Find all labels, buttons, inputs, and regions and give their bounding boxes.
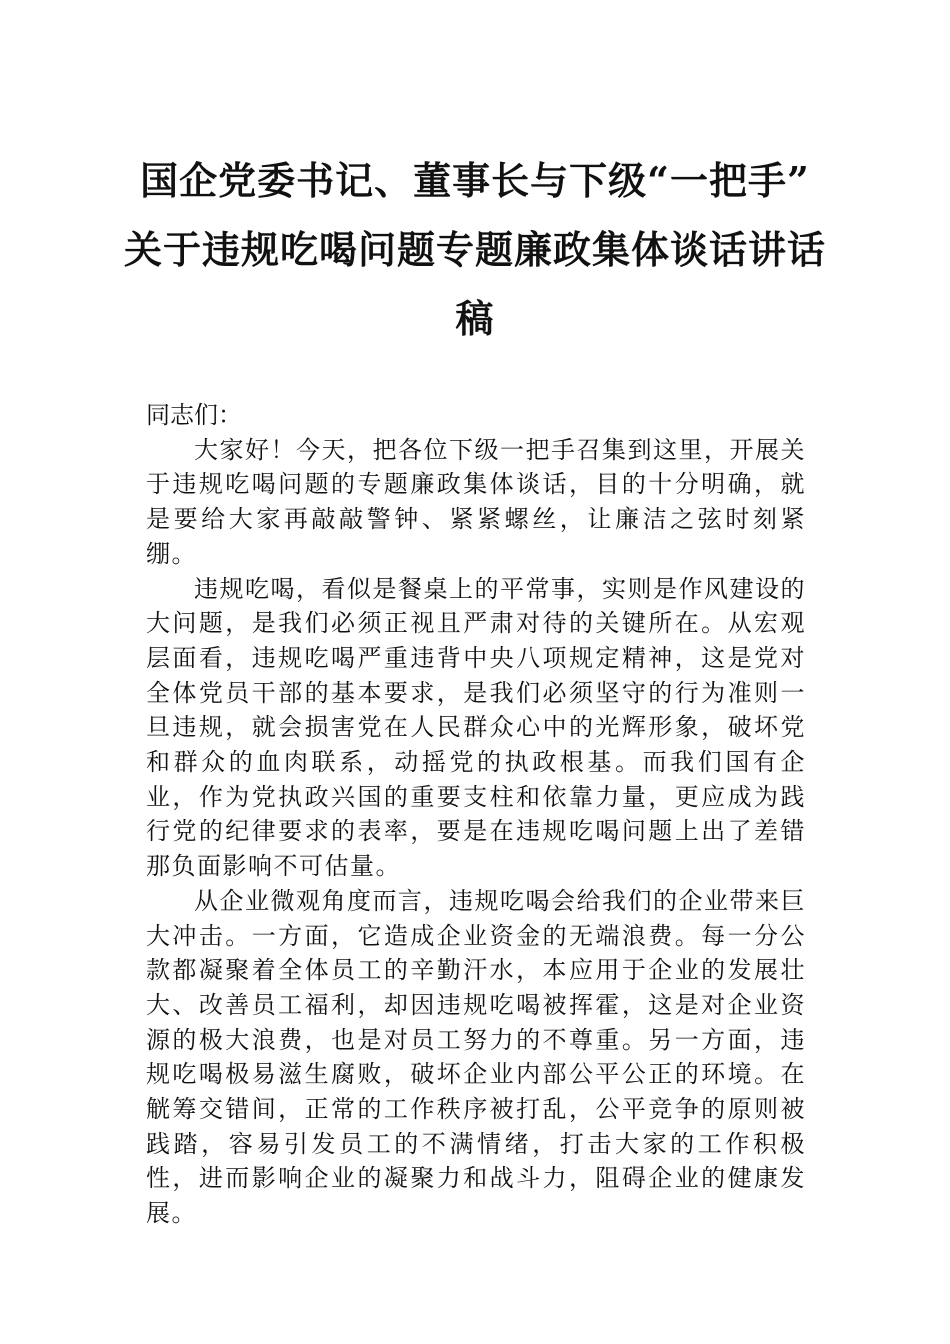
document-body	[146, 398, 806, 1231]
paragraph-1: 大家好！今天，把各位下级一把手召集到这里，开展关于违规吃喝问题的专题廉政集体谈话，目的十分明确，就是要给大家再敲敲警钟、紧紧螺丝，让廉洁之弦时刻紧绷。	[146, 435, 806, 568]
title-line-2: 关于违规吃喝问题专题廉政集体谈话讲话	[123, 227, 826, 272]
title-line-1: 国企党委书记、董事长与下级“一把手”	[140, 158, 810, 203]
document-title	[120, 146, 830, 353]
title-line-3: 稿	[455, 296, 495, 341]
salutation: 同志们：	[146, 401, 242, 429]
paragraph-3: 从企业微观角度而言，违规吃喝会给我们的企业带来巨大冲击。一方面，它造成企业资金的无端浪费。每一分公款都凝聚着全体员工的辛勤汗水，本应用于企业的发展壮大、改善员工福利，却因违规吃喝被挥霍，这是对企业资源的极大浪费，也是对员工努力的不尊重。另一方面，违规吃喝极易滋生腐败，破坏企业内部公平公正的环境。在觥筹交错间，正常的工作秩序被打乱，公平竞争的原则被践踏，容易引发员工的不满情绪，打击大家的工作积极性，进而影响企业的凝聚力和战斗力，阻碍企业的健康发展。	[146, 886, 806, 1228]
paragraph-2: 违规吃喝，看似是餐桌上的平常事，实则是作风建设的大问题，是我们必须正视且严肃对待的关键所在。从宏观层面看，违规吃喝严重违背中央八项规定精神，这是党对全体党员干部的基本要求，是我们必须坚守的行为准则一旦违规，就会损害党在人民群众心中的光辉形象，破坏党和群众的血肉联系，动摇党的执政根基。而我们国有企业，作为党执政兴国的重要支柱和依靠力量，更应成为践行党的纪律要求的表率，要是在违规吃喝问题上出了差错那负面影响不可估量。	[146, 574, 806, 881]
